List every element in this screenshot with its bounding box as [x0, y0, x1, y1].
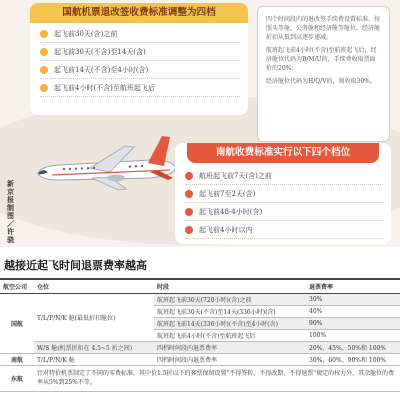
- china-southern-fee-card: [175, 143, 391, 244]
- bullet-icon: [40, 30, 48, 38]
- airplane-icon: [30, 128, 180, 198]
- column-header-rate: 退票费率: [306, 279, 400, 293]
- period-cell: 四档时间段内退票费率: [154, 341, 306, 353]
- list-item: 起飞前48-4小时(含): [185, 203, 383, 221]
- air-china-tier-list: [30, 23, 248, 97]
- fee-explanation-note: [257, 6, 390, 142]
- list-item: 起飞前14天(不含)至4小时(含): [40, 61, 240, 79]
- class-cell: T/L/P/N/K 舱(最低折扣舱位): [34, 293, 154, 341]
- bullet-icon: [40, 66, 48, 74]
- table-row: [0, 365, 400, 391]
- rate-cell: 100%: [306, 329, 400, 341]
- list-item: 航班起飞前7天(含)之前: [185, 167, 383, 185]
- airline-cell: 国航: [0, 293, 34, 353]
- period-cell: 航班起飞前30天(不含)至14天(336小时)(含): [154, 305, 306, 317]
- table-header-row: [0, 279, 400, 293]
- rate-cell: 20%、45%、50%和 100%: [306, 341, 400, 353]
- period-cell: 航班起飞前14天(336小时)(不含)至4小时(含): [154, 317, 306, 329]
- refund-fee-table: [0, 278, 400, 392]
- rate-cell: 30%: [306, 293, 400, 305]
- column-header-class: 仓位: [34, 279, 154, 293]
- rate-cell: 40%: [306, 305, 400, 317]
- class-cell: W/S 舱(机票折扣在 4.5~5 折之间): [34, 341, 154, 353]
- rate-cell: 30%、60%、90%和 100%: [306, 353, 400, 365]
- note-cell: 针对特价机票制定了不同的零费标准，其中价1.5折以下的客票保留设置"不得签转、不得改期、不得退票"规定的权力外，其余舱位的费率从5%到25%不等。: [34, 365, 400, 391]
- table-row: [0, 341, 400, 353]
- list-item: 起飞前4小时(不含)至航班起飞后: [40, 79, 240, 97]
- image-credit: 新京报制图／许骁: [7, 180, 14, 244]
- table-row: [0, 293, 400, 305]
- period-cell: 四档时间段内退票费率: [154, 353, 306, 365]
- note-paragraph: 四个时间段内的退改签手续费设置标准，按照头等舱、公务舱和经济舱等舱位，经济舱折扣从低到高逐步递减。: [266, 16, 381, 41]
- list-item: 起飞前7至2天(含): [185, 185, 383, 203]
- bullet-icon: [185, 208, 193, 216]
- section-title: 越接近起飞时间退票费率越高: [4, 259, 147, 272]
- air-china-banner: 国航机票退改签收费标准调整为四档: [30, 3, 248, 23]
- bullet-icon: [185, 172, 193, 180]
- bullet-icon: [40, 84, 48, 92]
- table-row: [0, 353, 400, 365]
- china-southern-banner: 南航收费标准实行以下四个档位: [187, 143, 379, 163]
- bullet-icon: [40, 48, 48, 56]
- column-header-period: 时段: [154, 279, 306, 293]
- note-paragraph: 经济舱位代码为H/Q/V的，则收取30%。: [266, 78, 376, 85]
- list-item: 起飞前30天(含)之前: [40, 25, 240, 43]
- china-southern-tier-list: [175, 163, 391, 239]
- class-cell: T/L/P/N/K 舱: [34, 353, 154, 365]
- note-paragraph: 航班起飞前4小时(不含)至航班起飞后，经济舱位代码为B/M/U的，手续费收取票面价的20%；: [266, 47, 377, 72]
- bullet-icon: [185, 190, 193, 198]
- period-cell: 航班起飞前4小时(不含)至航班起飞后: [154, 329, 306, 341]
- rate-cell: 90%: [306, 317, 400, 329]
- list-item: 起飞前4小时以内: [185, 221, 383, 239]
- period-cell: 航班起飞前30天(720小时)(含)之前: [154, 293, 306, 305]
- list-item: 起飞前30天(不含)至14天(含): [40, 43, 240, 61]
- bullet-icon: [185, 226, 193, 234]
- airline-cell: 东航: [0, 365, 34, 391]
- column-header-airline: 航空公司: [0, 279, 34, 293]
- air-china-fee-card: [30, 3, 248, 115]
- airline-cell: 南航: [0, 353, 34, 365]
